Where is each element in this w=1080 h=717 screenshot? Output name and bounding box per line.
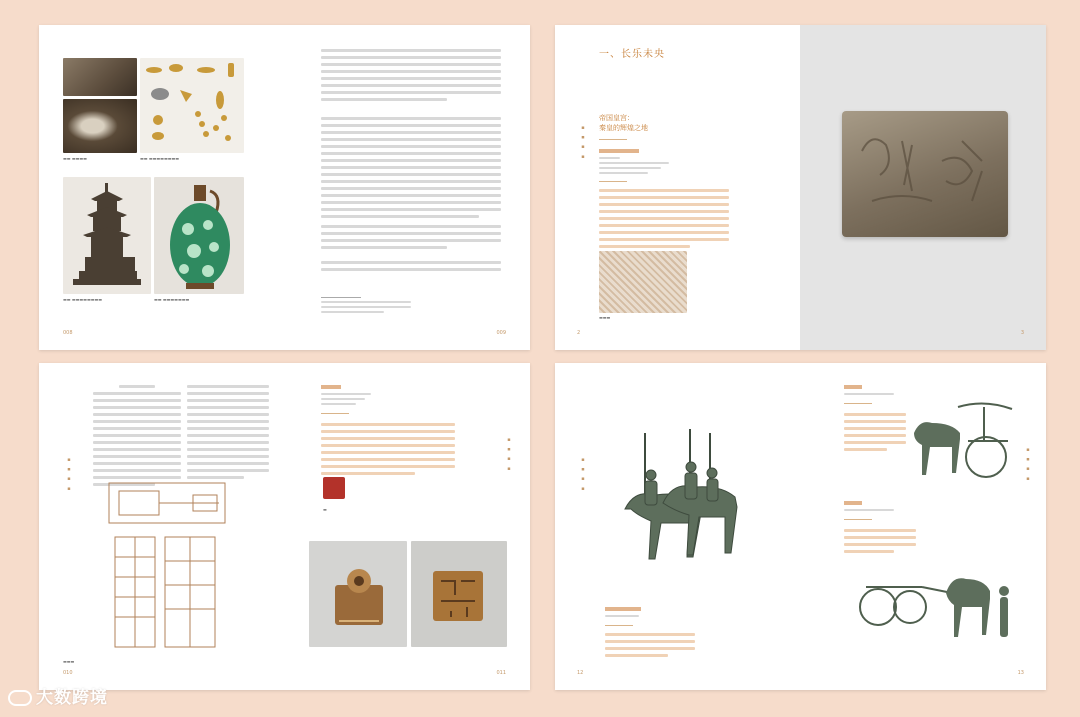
page-number: 008 xyxy=(63,330,73,336)
body-text-col-1 xyxy=(93,385,181,490)
watermark xyxy=(8,683,108,708)
photo-carved-brick xyxy=(842,111,1008,237)
vertical-section-label: ▪ ▪ ▪ ▪ xyxy=(580,457,586,493)
caption-floor-plan: ▬▬▬ xyxy=(63,659,75,664)
photo-green-vase xyxy=(154,177,244,294)
photo-seal-top xyxy=(309,541,407,647)
vertical-section-label: ▪ ▪ ▪ ▪ xyxy=(506,437,512,473)
caption-stone: ▬▬ ▬▬▬▬ xyxy=(63,156,87,161)
gold-ornaments-illustration xyxy=(140,58,244,153)
body-text-block-4 xyxy=(321,261,501,275)
photo-bronze-horsemen xyxy=(615,423,765,583)
body-text-col-2 xyxy=(187,385,269,483)
spread-1-left-page xyxy=(39,25,284,350)
item-description-2 xyxy=(844,529,916,557)
body-text-block-2 xyxy=(321,117,501,222)
item-meta-2 xyxy=(844,509,894,514)
footnote-rule xyxy=(321,297,361,298)
page-number: 3 xyxy=(1020,330,1024,336)
vertical-chapter-label: ▪ ▪ ▪ ▪ xyxy=(580,125,586,161)
seal-stamp xyxy=(323,477,345,499)
chapter-title: 一、长乐未央 xyxy=(599,49,665,60)
spread-4 xyxy=(555,363,1046,690)
divider xyxy=(605,625,633,626)
page-number: 010 xyxy=(63,670,73,676)
spread-2-left-page xyxy=(555,25,800,350)
photo-bronze-pagoda xyxy=(63,177,151,294)
item-title-1 xyxy=(844,385,862,389)
item-meta xyxy=(321,393,371,409)
caption-gold: ▬▬ ▬▬▬▬▬▬▬▬ xyxy=(140,156,180,161)
brick-rubbing-detail xyxy=(599,251,687,313)
item-meta-1 xyxy=(844,393,894,398)
divider-2 xyxy=(844,519,872,520)
item-description xyxy=(605,633,695,661)
chariot-illustration xyxy=(908,397,1018,487)
floor-plan-illustration xyxy=(105,481,229,657)
cart-illustration xyxy=(856,557,1026,647)
divider xyxy=(321,413,349,414)
item-title xyxy=(599,149,639,153)
spread-3 xyxy=(39,363,530,690)
item-title xyxy=(321,385,341,389)
body-text-block-1 xyxy=(321,49,501,105)
spread-3-right-page xyxy=(285,363,530,690)
caption-seal: ▬ xyxy=(323,507,327,512)
photo-stone-fragment-bottom xyxy=(63,99,137,153)
spread-2 xyxy=(555,25,1046,350)
item-description xyxy=(599,189,729,252)
item-description xyxy=(321,423,455,479)
photo-bronze-cart xyxy=(856,557,1026,647)
page-number: 009 xyxy=(496,330,506,336)
cloud-logo-icon xyxy=(8,690,32,706)
item-title xyxy=(605,607,641,611)
caption-pagoda: ▬▬ ▬▬▬▬▬▬▬▬ xyxy=(63,297,103,302)
caption-rubbing: ▬▬▬ xyxy=(599,315,611,320)
brick-relief-illustration xyxy=(842,111,1008,237)
page-number: 011 xyxy=(496,670,506,676)
spread-1-right-page xyxy=(285,25,530,350)
photo-stone-fragment-top xyxy=(63,58,137,96)
spread-1 xyxy=(39,25,530,350)
photo-gold-ornaments xyxy=(140,58,244,153)
vase-illustration xyxy=(154,177,244,294)
spread-4-right-page xyxy=(800,363,1046,690)
horsemen-illustration xyxy=(615,423,765,583)
photo-bronze-chariot xyxy=(908,397,1018,487)
item-title-2 xyxy=(844,501,862,505)
item-meta xyxy=(605,615,639,620)
vertical-section-label: ▪ ▪ ▪ ▪ xyxy=(1025,447,1031,483)
page-number: 12 xyxy=(577,670,584,676)
page-number: 2 xyxy=(577,330,581,336)
body-text-block-3 xyxy=(321,225,501,253)
spread-2-right-page xyxy=(800,25,1046,350)
divider-1 xyxy=(844,403,872,404)
item-meta xyxy=(599,157,669,178)
page-number: 13 xyxy=(1017,670,1024,676)
watermark-text: 大数跨境 xyxy=(36,688,108,708)
spread-4-left-page xyxy=(555,363,800,690)
photo-seal-bottom xyxy=(411,541,507,647)
seal-top-illustration xyxy=(309,541,407,647)
palace-floor-plan xyxy=(105,481,229,657)
item-description-1 xyxy=(844,413,906,455)
footnotes xyxy=(321,301,411,317)
seal-bottom-illustration xyxy=(411,541,507,647)
divider xyxy=(599,139,627,140)
vertical-section-label: ▪ ▪ ▪ ▪ xyxy=(66,457,72,493)
pagoda-illustration xyxy=(63,177,151,294)
section-title-line-1: 帝国皇宫： xyxy=(599,114,634,122)
spread-3-left-page xyxy=(39,363,284,690)
caption-vase: ▬▬ ▬▬▬▬▬▬▬ xyxy=(154,297,190,302)
section-title-line-2: 秦皇的辉煌之地 xyxy=(599,124,648,132)
divider-2 xyxy=(599,181,627,182)
